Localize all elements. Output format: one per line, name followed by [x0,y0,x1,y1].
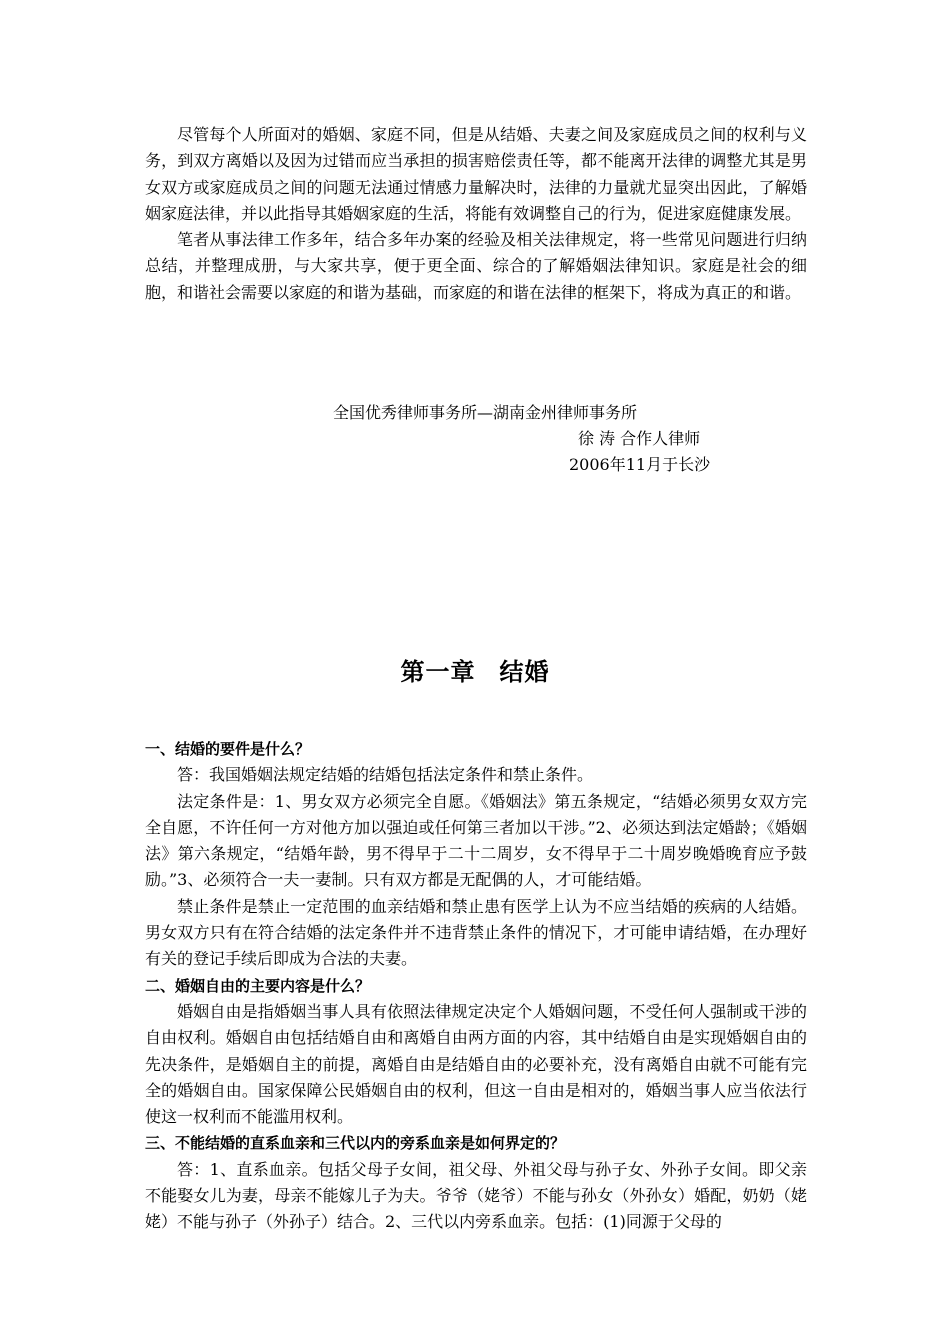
chapter-body [145,736,807,1236]
section-heading-3: 三、不能结婚的直系血亲和三代以内的旁系血亲是如何界定的？ [145,1134,566,1153]
chapter-number: 第一章 [400,658,476,686]
preface-paragraph-2: 笔者从事法律工作多年，结合多年办案的经验及相关法律规定，将一些常见问题进行归纳总结，并整理成册，与大家共享，便于更全面、综合的了解婚姻法律知识。家庭是社会的细胞，和谐社会需要以家庭的和谐为基础，而家庭的和谐在法律的框架下，将成为真正的和谐。 [145,230,807,302]
section-heading-1: 一、结婚的要件是什么？ [145,740,311,758]
chapter-name: 结婚 [499,658,550,686]
section-3-paragraph-1: 答：1、直系血亲。包括父母子女间，祖父母、外祖父母与孙子女、外孙子女间。即父亲不能娶女儿为妻，母亲不能嫁儿子为夫。爷爷（姥爷）不能与孙女（外孙女）婚配，奶奶（姥姥）不能与孙子（外孙子）结合。2、三代以内旁系血亲。包括：(1)同源于父母的 [145,1159,807,1232]
section-heading-2: 二、婚姻自由的主要内容是什么？ [145,976,371,995]
preface-paragraph-1: 尽管每个人所面对的婚姻、家庭不同，但是从结婚、夫妻之间及家庭成员之间的权利与义务，到双方离婚以及因为过错而应当承担的损害赔偿责任等，都不能离开法律的调整尤其是男女双方或家庭成员之间的问题无法通过情感力量解决时，法律的力量就尤显突出因此，了解婚姻家庭法律，并以此指导其婚姻家庭的生活，将能有效调整自己的行为，促进家庭健康发展。 [145,125,807,223]
signature-author: 徐 涛 合作人律师 [578,429,701,448]
section-1-paragraph-3: 禁止条件是禁止一定范围的血亲结婚和禁止患有医学上认为不应当结婚的疾病的人结婚。男女双方只有在符合结婚的法定条件并不违背禁止条件的情况下，才可能申请结婚，在办理好有关的登记手续后即成为合法的夫妻。 [145,896,807,969]
chapter-title [0,652,950,687]
preface [145,122,807,306]
section-1-paragraph-1: 答：我国婚姻法规定结婚的结婚包括法定条件和禁止条件。 [177,765,594,785]
section-1-paragraph-2: 法定条件是：1、男女双方必须完全自愿。《婚姻法》第五条规定，“结婚必须男女双方完全自愿，不许任何一方对他方加以强迫或任何第三者加以干涉。”2、必须达到法定婚龄；《婚姻法》第六条规定，“结婚年龄，男不得早于二十二周岁，女不得早于二十周岁晚婚晚育应予鼓励。”3、必须符合一夫一妻制。只有双方都是无配偶的人，才可能结婚。 [145,791,807,890]
signature-date: 2006年11月于长沙 [569,455,711,474]
section-2-paragraph-1: 婚姻自由是指婚姻当事人具有依照法律规定决定个人婚姻问题，不受任何人强制或干涉的自由权利。婚姻自由包括结婚自由和离婚自由两方面的内容，其中结婚自由是实现婚姻自由的先决条件，是婚姻自主的前提，离婚自由是结婚自由的必要补充，没有离婚自由就不可能有完全的婚姻自由。国家保障公民婚姻自由的权利，但这一自由是相对的，婚姻当事人应当依法行使这一权利而不能滥用权利。 [145,1001,807,1127]
signature-firm: 全国优秀律师事务所—湖南金州律师事务所 [333,403,638,422]
